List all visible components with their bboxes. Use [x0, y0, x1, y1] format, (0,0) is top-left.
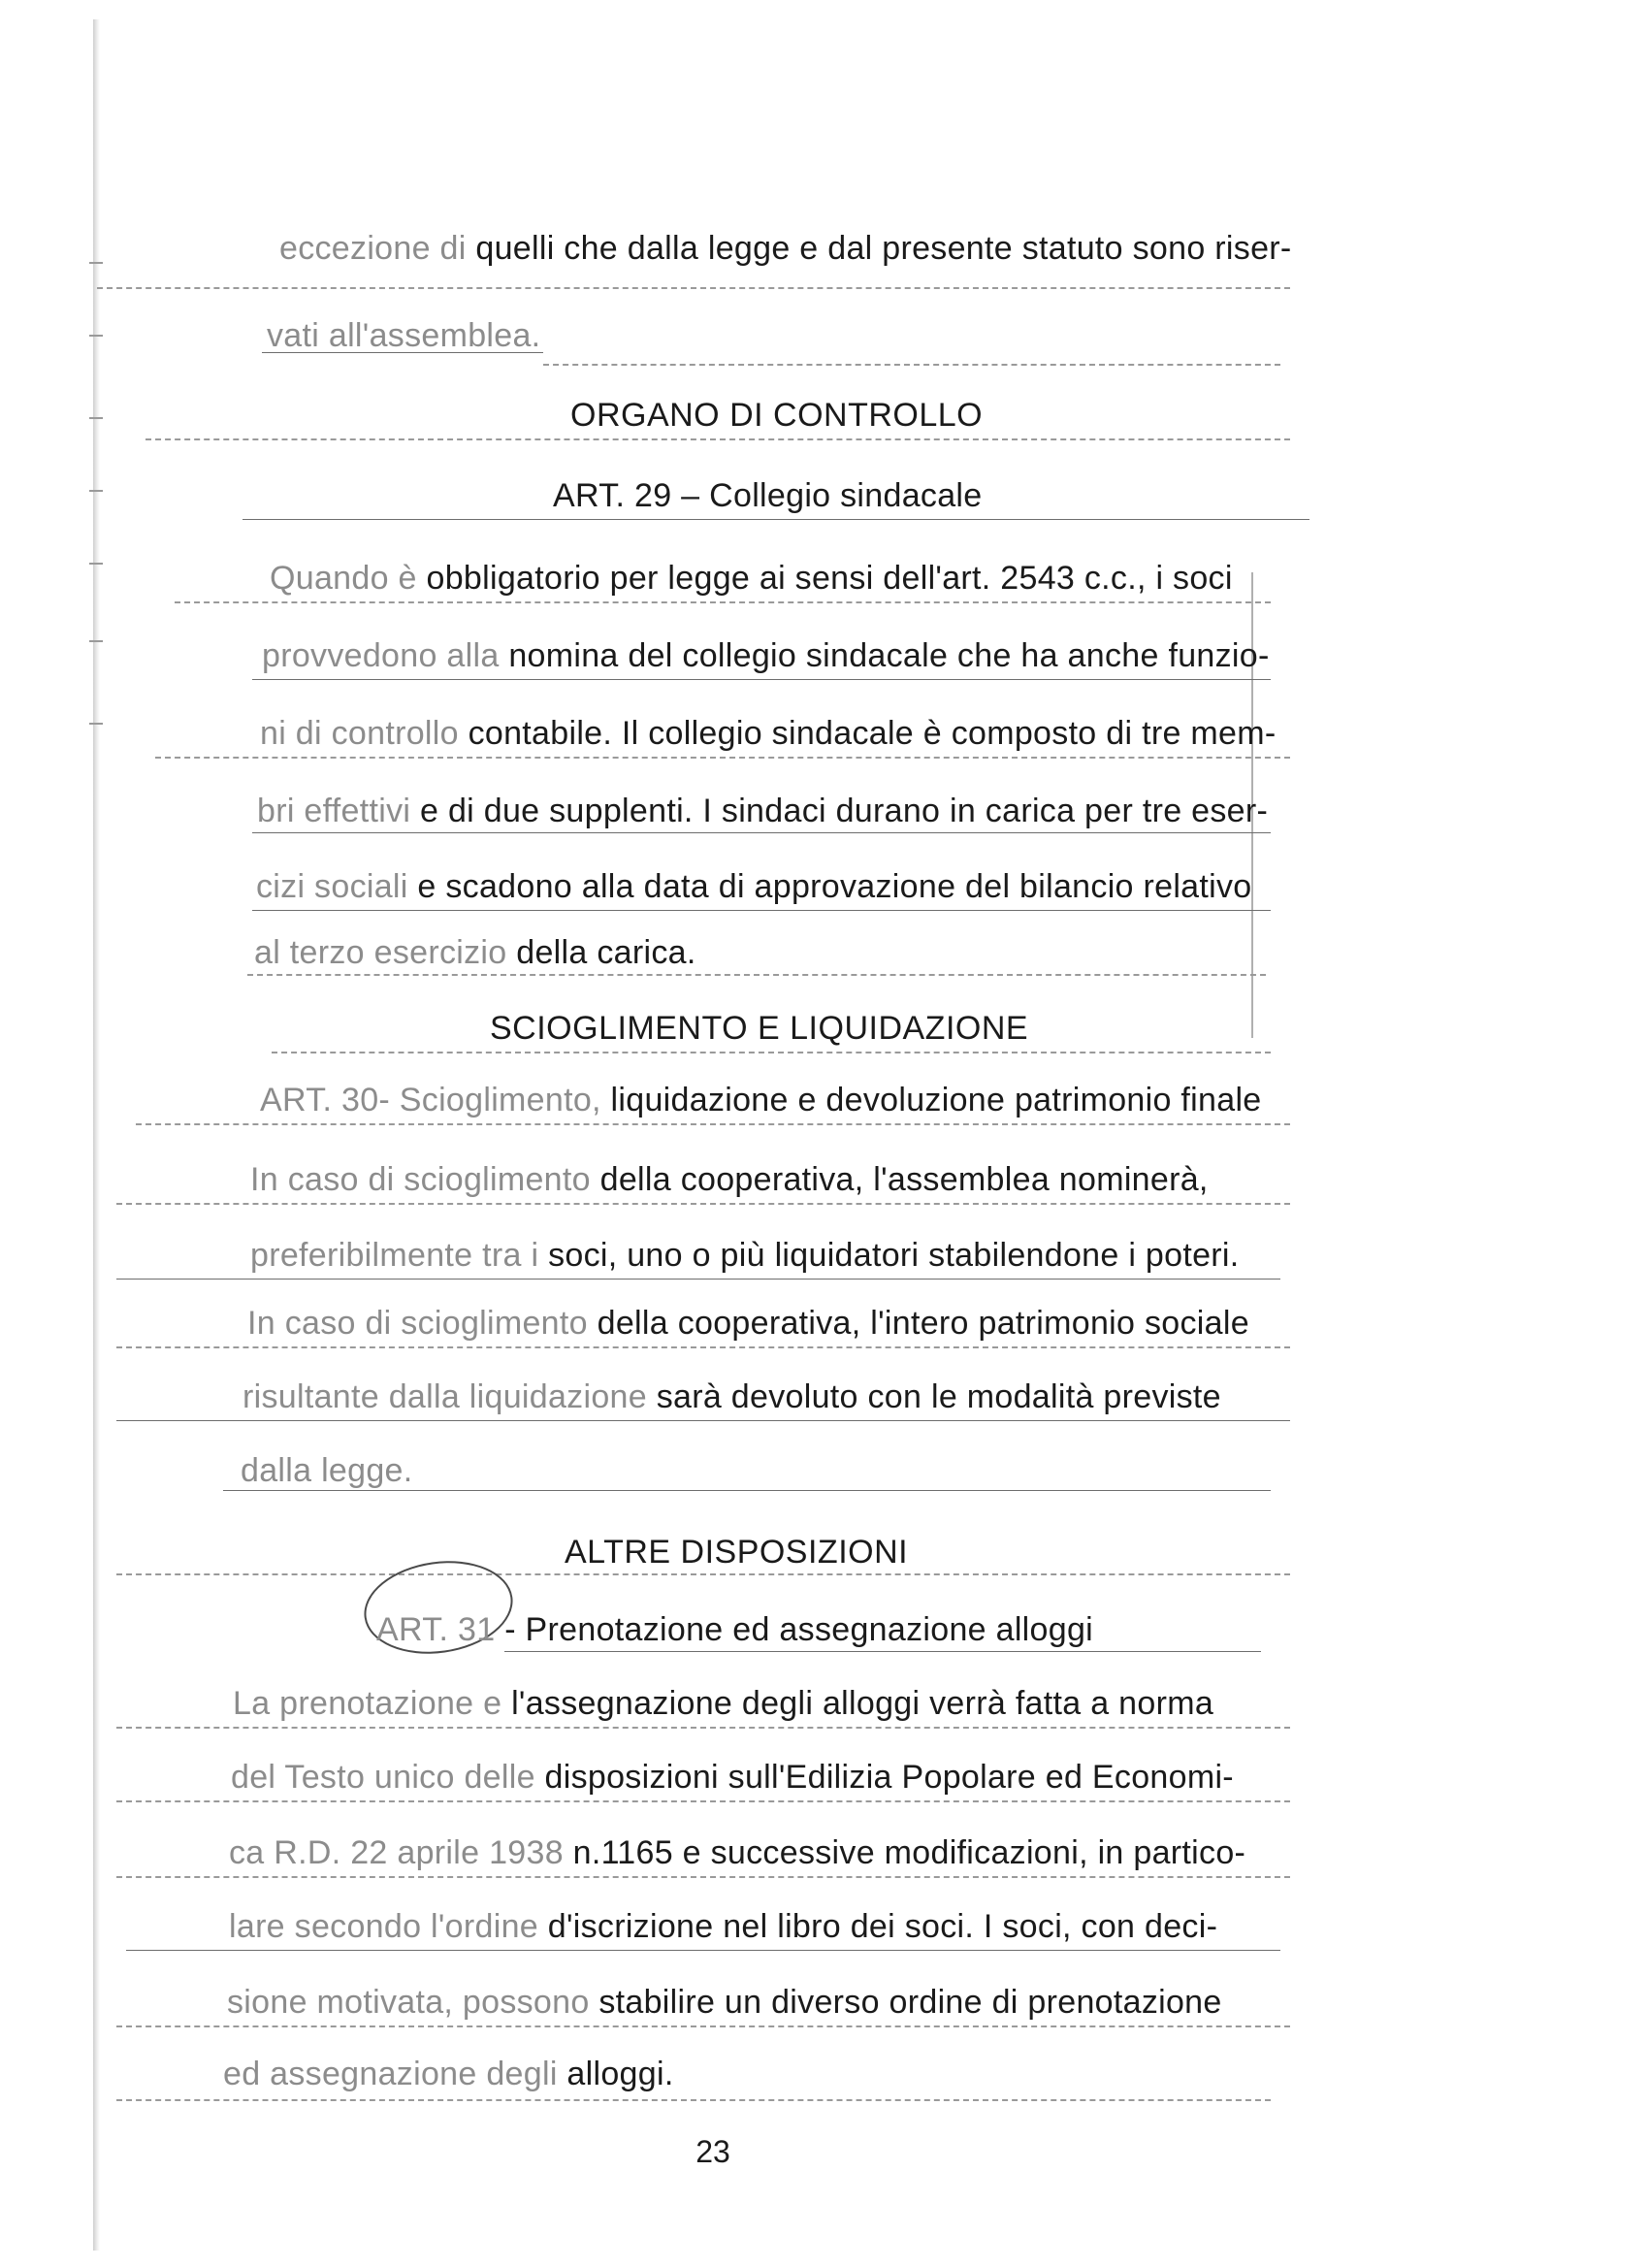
margin-tick — [89, 335, 103, 337]
line-rule — [262, 352, 543, 353]
text-line: del Testo unico delle disposizioni sull'Edilizia Popolare ed Economi- — [231, 1759, 1234, 1796]
text-line: vati all'assemblea. — [267, 317, 541, 354]
section-heading: ALTRE DISPOSIZIONI — [565, 1534, 909, 1571]
line-rule — [116, 1800, 1290, 1802]
line-rule — [543, 364, 1280, 366]
text-line: risultante dalla liquidazione sarà devoluto con le modalità previste — [242, 1378, 1221, 1415]
text-line: provvedono alla nomina del collegio sindacale che ha anche funzio- — [262, 637, 1270, 674]
margin-tick — [89, 417, 103, 419]
text-line: preferibilmente tra i soci, uno o più liquidatori stabilendone i poteri. — [250, 1237, 1240, 1274]
line-rule — [272, 1052, 1271, 1053]
line-rule — [146, 438, 1290, 440]
article-title: ART. 29 – Collegio sindacale — [553, 477, 983, 514]
line-rule — [116, 1573, 1290, 1575]
line-rule — [116, 1876, 1290, 1878]
text-line: La prenotazione e l'assegnazione degli alloggi verrà fatta a norma — [233, 1685, 1214, 1722]
text-line: lare secondo l'ordine d'iscrizione nel libro dei soci. I soci, con deci- — [229, 1908, 1218, 1945]
line-rule — [242, 519, 1310, 520]
margin-tick — [89, 563, 103, 565]
line-rule — [116, 1203, 1290, 1205]
line-rule — [116, 2025, 1290, 2027]
line-rule — [116, 1420, 1290, 1421]
line-rule — [155, 757, 1290, 759]
text-line: ed assegnazione degli alloggi. — [223, 2056, 674, 2092]
section-heading: ORGANO DI CONTROLLO — [570, 397, 984, 434]
line-rule — [126, 1950, 1280, 1951]
text-line: ni di controllo contabile. Il collegio sindacale è composto di tre mem- — [260, 715, 1277, 752]
text-line: eccezione di quelli che dalla legge e dal presente statuto sono riser- — [279, 230, 1292, 267]
text-line: bri effettivi e di due supplenti. I sindaci durano in carica per tre eser- — [257, 793, 1269, 829]
line-rule — [223, 1490, 1271, 1491]
text-line: In caso di scioglimento della cooperativa, l'intero patrimonio sociale — [247, 1305, 1249, 1342]
line-rule — [247, 974, 1266, 976]
margin-tick — [89, 723, 103, 725]
line-rule — [116, 1346, 1290, 1348]
line-rule — [97, 287, 1290, 289]
margin-tick — [89, 640, 103, 642]
line-rule — [252, 679, 1271, 680]
article-title: ART. 30- Scioglimento, liquidazione e devoluzione patrimonio finale — [260, 1082, 1262, 1118]
line-rule — [116, 1279, 1280, 1280]
line-rule — [252, 832, 1271, 833]
binding-edge-shadow — [93, 19, 100, 2251]
text-line: In caso di scioglimento della cooperativa, l'assemblea nominerà, — [250, 1161, 1209, 1198]
line-rule — [175, 601, 1271, 603]
page-number: 23 — [695, 2134, 730, 2169]
article-title: ART. 31 - Prenotazione ed assegnazione alloggi — [376, 1611, 1094, 1648]
text-line: al terzo esercizio della carica. — [254, 934, 696, 971]
margin-tick — [89, 262, 103, 264]
line-rule — [136, 1123, 1290, 1125]
text-line: sione motivata, possono stabilire un diverso ordine di prenotazione — [227, 1984, 1222, 2021]
line-rule — [116, 1727, 1290, 1729]
section-heading: SCIOGLIMENTO E LIQUIDAZIONE — [490, 1010, 1029, 1047]
margin-tick — [89, 490, 103, 492]
line-rule — [116, 2099, 1271, 2101]
line-rule — [504, 1651, 1261, 1652]
line-rule — [252, 910, 1271, 911]
text-line: ca R.D. 22 aprile 1938 n.1165 e successive modificazioni, in partico- — [229, 1834, 1246, 1871]
text-line: Quando è obbligatorio per legge ai sensi dell'art. 2543 c.c., i soci — [270, 560, 1233, 597]
text-line: cizi sociali e scadono alla data di approvazione del bilancio relativo — [256, 868, 1252, 905]
text-line: dalla legge. — [241, 1452, 413, 1489]
